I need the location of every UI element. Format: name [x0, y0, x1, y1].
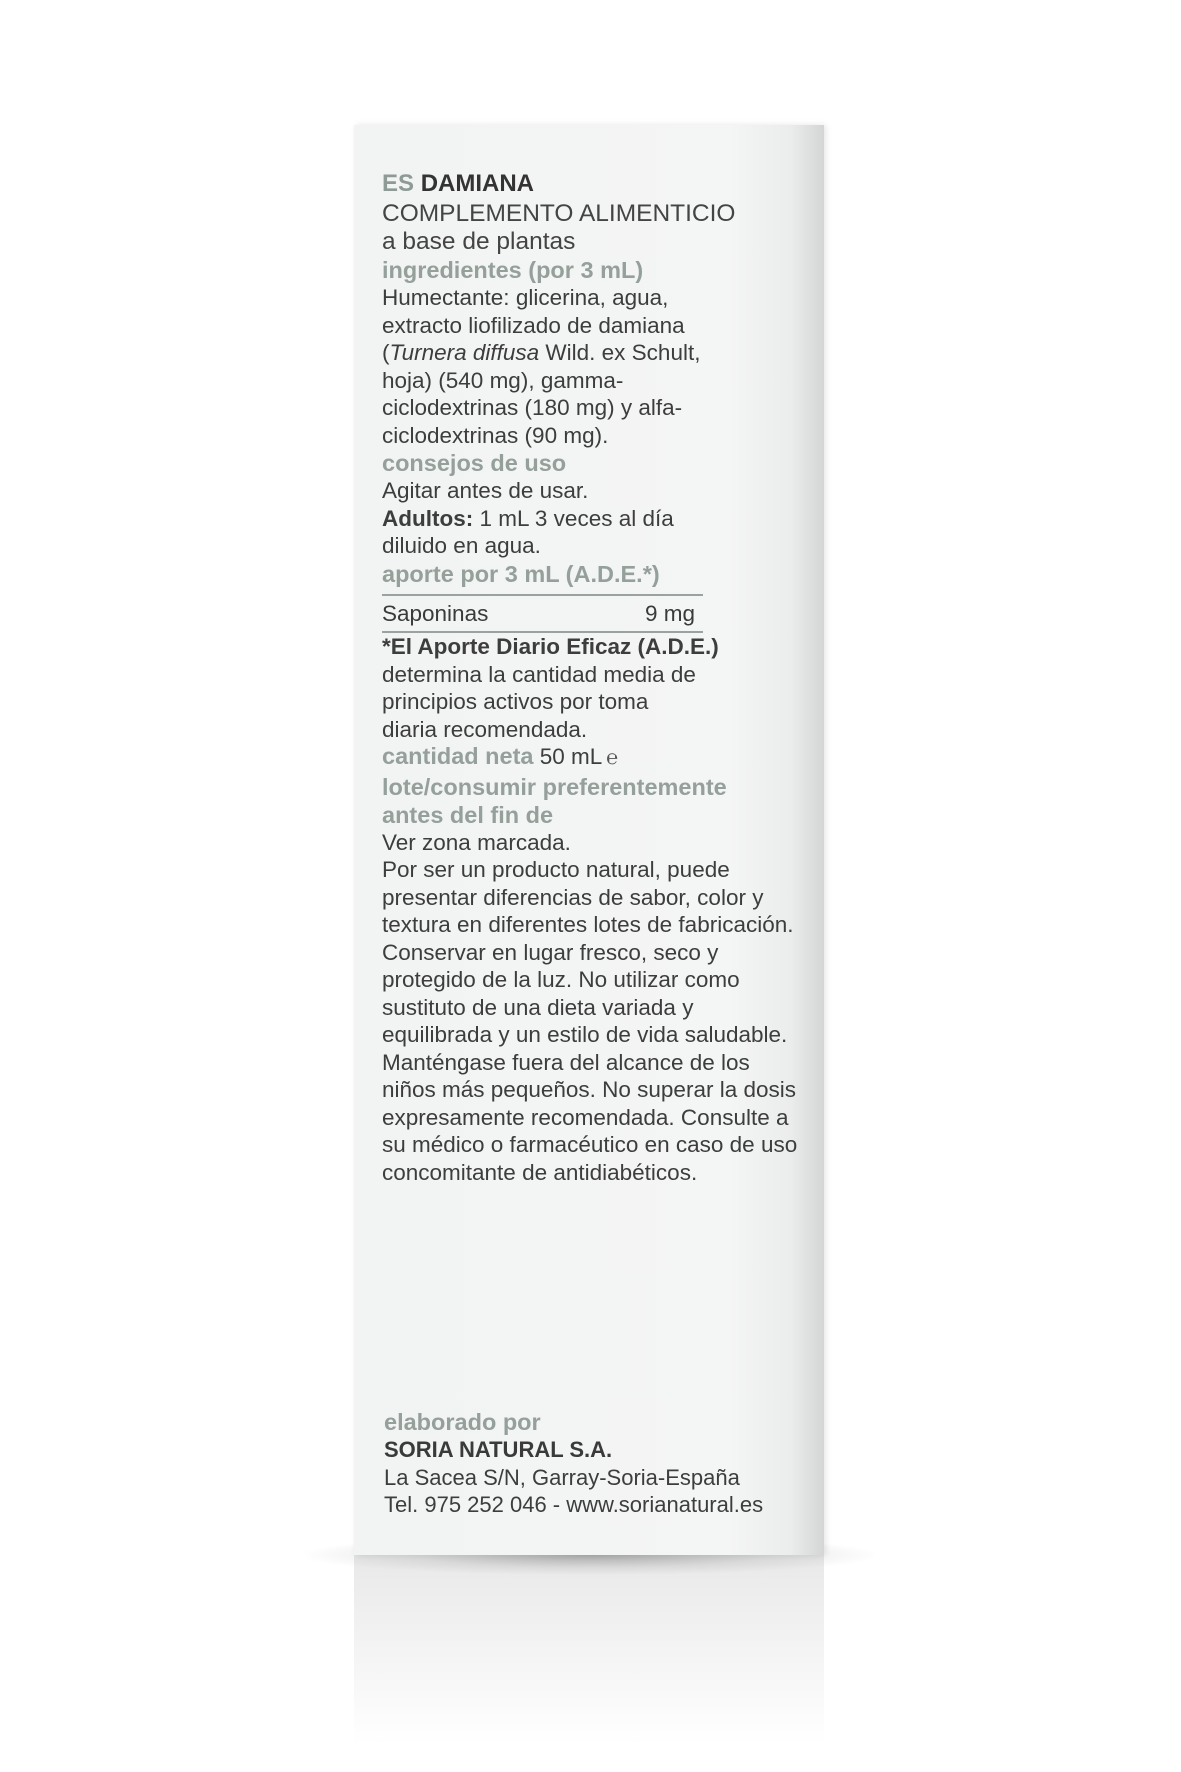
lot-heading: lote/consumir preferentemente antes del fin de: [382, 773, 727, 828]
manufacturer-footer: [384, 1408, 804, 1519]
net-quantity-label: cantidad neta: [382, 743, 534, 769]
nutrient-name: Saponinas: [382, 600, 489, 626]
ade-note-text: determina la cantidad media de principios activos por toma diaria recomendada.: [382, 661, 696, 742]
net-quantity: [382, 743, 822, 773]
adults-label: Adultos:: [382, 505, 474, 531]
nutrient-value: 9 mg: [644, 600, 695, 626]
category-line-1: COMPLEMENTO ALIMENTICIO: [382, 200, 736, 227]
usage-line-1: Agitar antes de usar.: [382, 478, 589, 503]
usage-heading: consejos de uso: [382, 450, 567, 476]
product-name: DAMIANA: [420, 170, 535, 197]
usage-adults: Adultos: 1 mL 3 veces al día diluido en agua.: [382, 505, 674, 558]
ingredients-text: Humectante: glicerina, agua, extracto liofilizado de damiana (Turnera diffusa Wild. ex Schult, hoja) (540 mg), gamma-ciclodextrinas (180 mg) y alfa-ciclodextrinas (90 mg).: [382, 285, 701, 448]
company-name: SORIA NATURAL S.A.: [384, 1437, 613, 1462]
estimated-sign-icon: ℮: [606, 747, 619, 769]
ade-heading: aporte por 3 mL (A.D.E.*): [382, 560, 660, 587]
ingredients-heading: ingredientes (por 3 mL): [382, 257, 644, 283]
manufacturer-heading: elaborado por: [384, 1409, 541, 1435]
ade-note-title: *El Aporte Diario Eficaz (A.D.E.): [382, 634, 719, 659]
box-reflection: [354, 1555, 824, 1745]
warnings-text: Por ser un producto natural, puede presentar diferencias de sabor, color y textura en diferentes lotes de fabricación. Conservar en lugar fresco, seco y protegido de la luz. No utilizar como sustituto de una dieta variada y equilibrada y un estilo de vida saludable. Manténgase fuera del alcance de los niños más pequeños. No superar la dosis expresamente recomendada. Consulte a su médico o farmacéutico en caso de uso concomitante de antidiabéticos.: [382, 857, 798, 1185]
label-content: [382, 168, 822, 1186]
language-code: ES: [382, 170, 415, 197]
category-line-2: a base de plantas: [382, 228, 576, 255]
product-title: [382, 168, 822, 200]
nutrition-table-row: [382, 594, 703, 634]
company-address: La Sacea S/N, Garray-Soria-España: [384, 1464, 740, 1490]
species-name: Turnera diffusa: [389, 340, 540, 365]
lot-text: Ver zona marcada.: [382, 829, 571, 855]
company-contact: Tel. 975 252 046 - www.sorianatural.es: [384, 1492, 764, 1517]
net-quantity-value: 50 mL: [539, 744, 603, 769]
